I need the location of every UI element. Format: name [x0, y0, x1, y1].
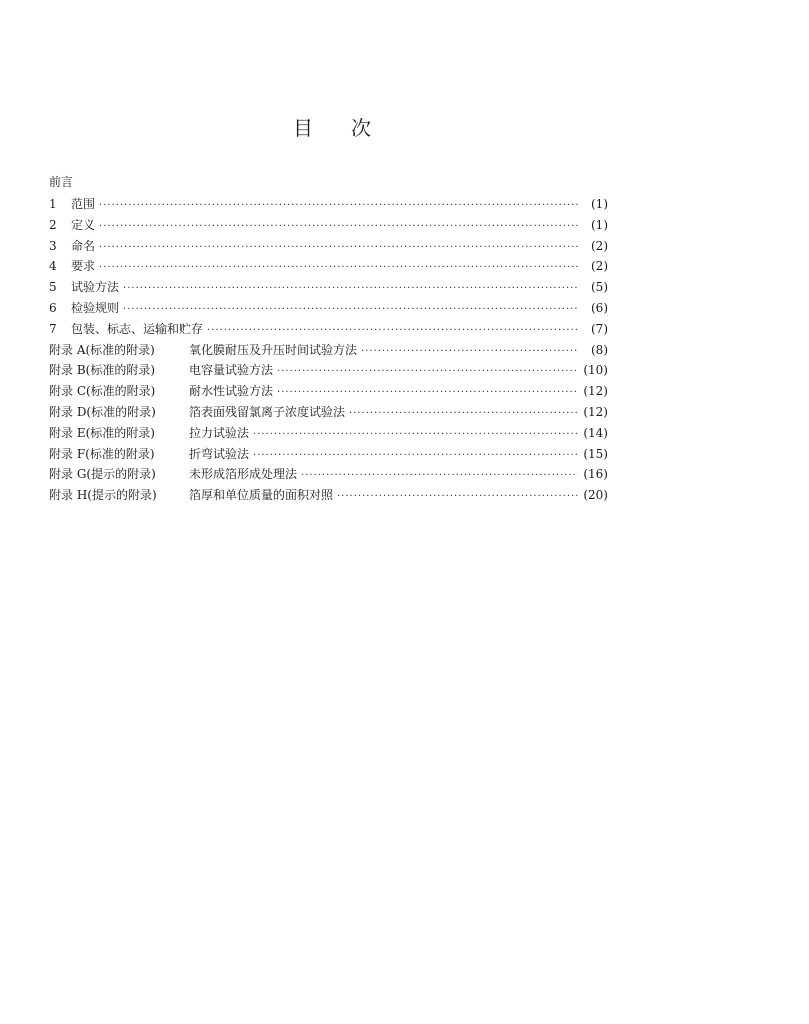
page-number: (20)	[583, 488, 608, 503]
appendix-label: 耐水性试验方法	[189, 384, 274, 399]
page-number: (5)	[591, 280, 608, 295]
appendix-prefix: 附录 E(标准的附录)	[49, 425, 155, 440]
page-number: (6)	[591, 300, 608, 315]
dot-leader	[99, 258, 578, 279]
section-number: 6	[49, 300, 57, 315]
section-label: 范围	[71, 197, 96, 211]
section-number: 3	[49, 238, 57, 253]
appendix-label: 氧化膜耐压及升压时间试验方法	[189, 342, 358, 357]
toc-row-section-2	[49, 215, 608, 236]
page-number: (2)	[591, 238, 608, 253]
dot-leader	[361, 342, 578, 363]
page-number: (2)	[591, 259, 608, 274]
dot-leader	[277, 383, 578, 404]
page-number: (10)	[583, 363, 608, 378]
section-number: 2	[49, 217, 57, 232]
page-number: (8)	[591, 342, 608, 357]
section-label: 试验方法	[71, 280, 120, 295]
section-number: 5	[49, 280, 57, 295]
section-label: 要求	[71, 259, 96, 274]
appendix-prefix: 附录 H(提示的附录)	[49, 488, 157, 503]
page-number: (1)	[591, 197, 608, 211]
toc-row-section-7	[49, 319, 608, 340]
appendix-label: 折弯试验法	[189, 446, 250, 461]
section-label: 命名	[71, 238, 96, 253]
toc-row-section-1	[49, 194, 608, 215]
appendix-label: 箔厚和单位质量的面积对照	[189, 488, 334, 503]
dot-leader	[277, 362, 578, 383]
appendix-prefix: 附录 B(标准的附录)	[49, 363, 155, 378]
toc-row-appendix-d	[49, 402, 608, 423]
page-number: (15)	[583, 446, 608, 461]
page-number: (12)	[583, 384, 608, 399]
dot-leader	[123, 279, 578, 300]
toc-row-section-6	[49, 298, 608, 319]
appendix-label: 拉力试验法	[189, 425, 250, 440]
page-number: (1)	[591, 217, 608, 232]
dot-leader	[337, 487, 578, 508]
section-number: 4	[49, 259, 57, 274]
page-number: (14)	[583, 425, 608, 440]
table-of-contents	[49, 194, 608, 506]
preface-entry: 前言	[49, 175, 74, 189]
page-title: 目次	[293, 116, 409, 140]
dot-leader	[99, 217, 578, 238]
section-label: 检验规则	[71, 300, 120, 315]
dot-leader	[123, 300, 578, 321]
appendix-prefix: 附录 F(标准的附录)	[49, 446, 155, 461]
page-number: (16)	[583, 467, 608, 482]
toc-row-section-4	[49, 256, 608, 277]
appendix-prefix: 附录 G(提示的附录)	[49, 467, 156, 482]
section-label: 包装、标志、运输和贮存	[71, 321, 204, 336]
appendix-prefix: 附录 D(标准的附录)	[49, 404, 156, 419]
toc-row-appendix-c	[49, 381, 608, 402]
toc-row-appendix-g	[49, 464, 608, 485]
section-label: 定义	[71, 217, 96, 232]
appendix-prefix: 附录 C(标准的附录)	[49, 384, 156, 399]
dot-leader	[301, 466, 578, 487]
dot-leader	[349, 404, 578, 425]
page-number: (7)	[591, 321, 608, 336]
toc-row-appendix-e	[49, 423, 608, 444]
appendix-label: 未形成箔形成处理法	[189, 467, 298, 482]
section-number: 7	[49, 321, 57, 336]
dot-leader	[99, 196, 578, 217]
toc-row-appendix-f	[49, 444, 608, 465]
appendix-label: 电容量试验方法	[189, 363, 274, 378]
toc-row-appendix-h	[49, 485, 608, 506]
dot-leader	[207, 321, 578, 342]
appendix-prefix: 附录 A(标准的附录)	[49, 342, 155, 357]
toc-row-appendix-a	[49, 340, 608, 361]
toc-row-section-5	[49, 277, 608, 298]
page-number: (12)	[583, 404, 608, 419]
toc-row-appendix-b	[49, 360, 608, 381]
dot-leader	[253, 446, 578, 467]
appendix-label: 箔表面残留氯离子浓度试验法	[189, 404, 346, 419]
dot-leader	[253, 425, 578, 446]
dot-leader	[99, 238, 578, 259]
section-number: 1	[49, 197, 57, 211]
toc-row-section-3	[49, 236, 608, 257]
